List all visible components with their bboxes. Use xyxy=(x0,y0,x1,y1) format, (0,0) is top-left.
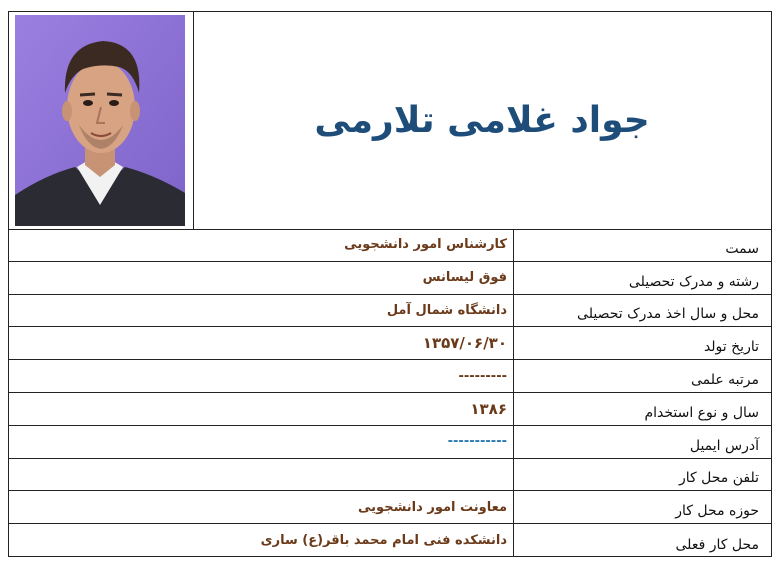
field-value: معاونت امور دانشجویی xyxy=(358,499,507,515)
field-value: دانشگاه شمال آمل xyxy=(386,302,507,318)
field-value: --------- xyxy=(458,368,507,384)
field-value: ۱۳۵۷/۰۶/۳۰ xyxy=(422,334,507,353)
field-label: سمت xyxy=(513,229,771,261)
table-row xyxy=(9,524,771,557)
profile-header xyxy=(9,12,771,230)
table-row xyxy=(9,360,771,393)
table-row xyxy=(9,426,771,459)
table-row xyxy=(9,459,771,492)
profile-photo xyxy=(15,15,185,226)
field-label: محل کار فعلی xyxy=(513,524,771,557)
field-label: تاریخ تولد xyxy=(513,327,771,359)
profile-card xyxy=(8,11,772,557)
field-label: مرتبه علمی xyxy=(513,360,771,392)
field-label: حوزه محل کار xyxy=(513,491,771,523)
field-value xyxy=(9,459,513,491)
table-row xyxy=(9,491,771,524)
photo-cell xyxy=(9,12,194,229)
field-label: سال و نوع استخدام xyxy=(513,393,771,425)
field-value: دانشکده فنی امام محمد باقر(ع) ساری xyxy=(260,533,507,549)
table-row xyxy=(9,229,771,262)
field-value: کارشناس امور دانشجویی xyxy=(344,237,507,253)
table-row xyxy=(9,327,771,360)
field-label: آدرس ایمیل xyxy=(513,426,771,458)
field-label: رشته و مدرک تحصیلی xyxy=(513,262,771,294)
field-label: محل و سال اخذ مدرک تحصیلی xyxy=(513,295,771,327)
field-label: تلفن محل کار xyxy=(513,459,771,491)
info-table xyxy=(9,229,771,557)
portrait-illustration xyxy=(15,15,185,226)
field-value: ۱۳۸۶ xyxy=(470,399,507,418)
email-value: ----------- xyxy=(447,434,507,450)
table-row xyxy=(9,262,771,295)
field-value: فوق لیسانس xyxy=(422,270,507,286)
table-row xyxy=(9,393,771,426)
table-row xyxy=(9,295,771,328)
person-name: جواد غلامی تلارمی xyxy=(314,100,650,141)
